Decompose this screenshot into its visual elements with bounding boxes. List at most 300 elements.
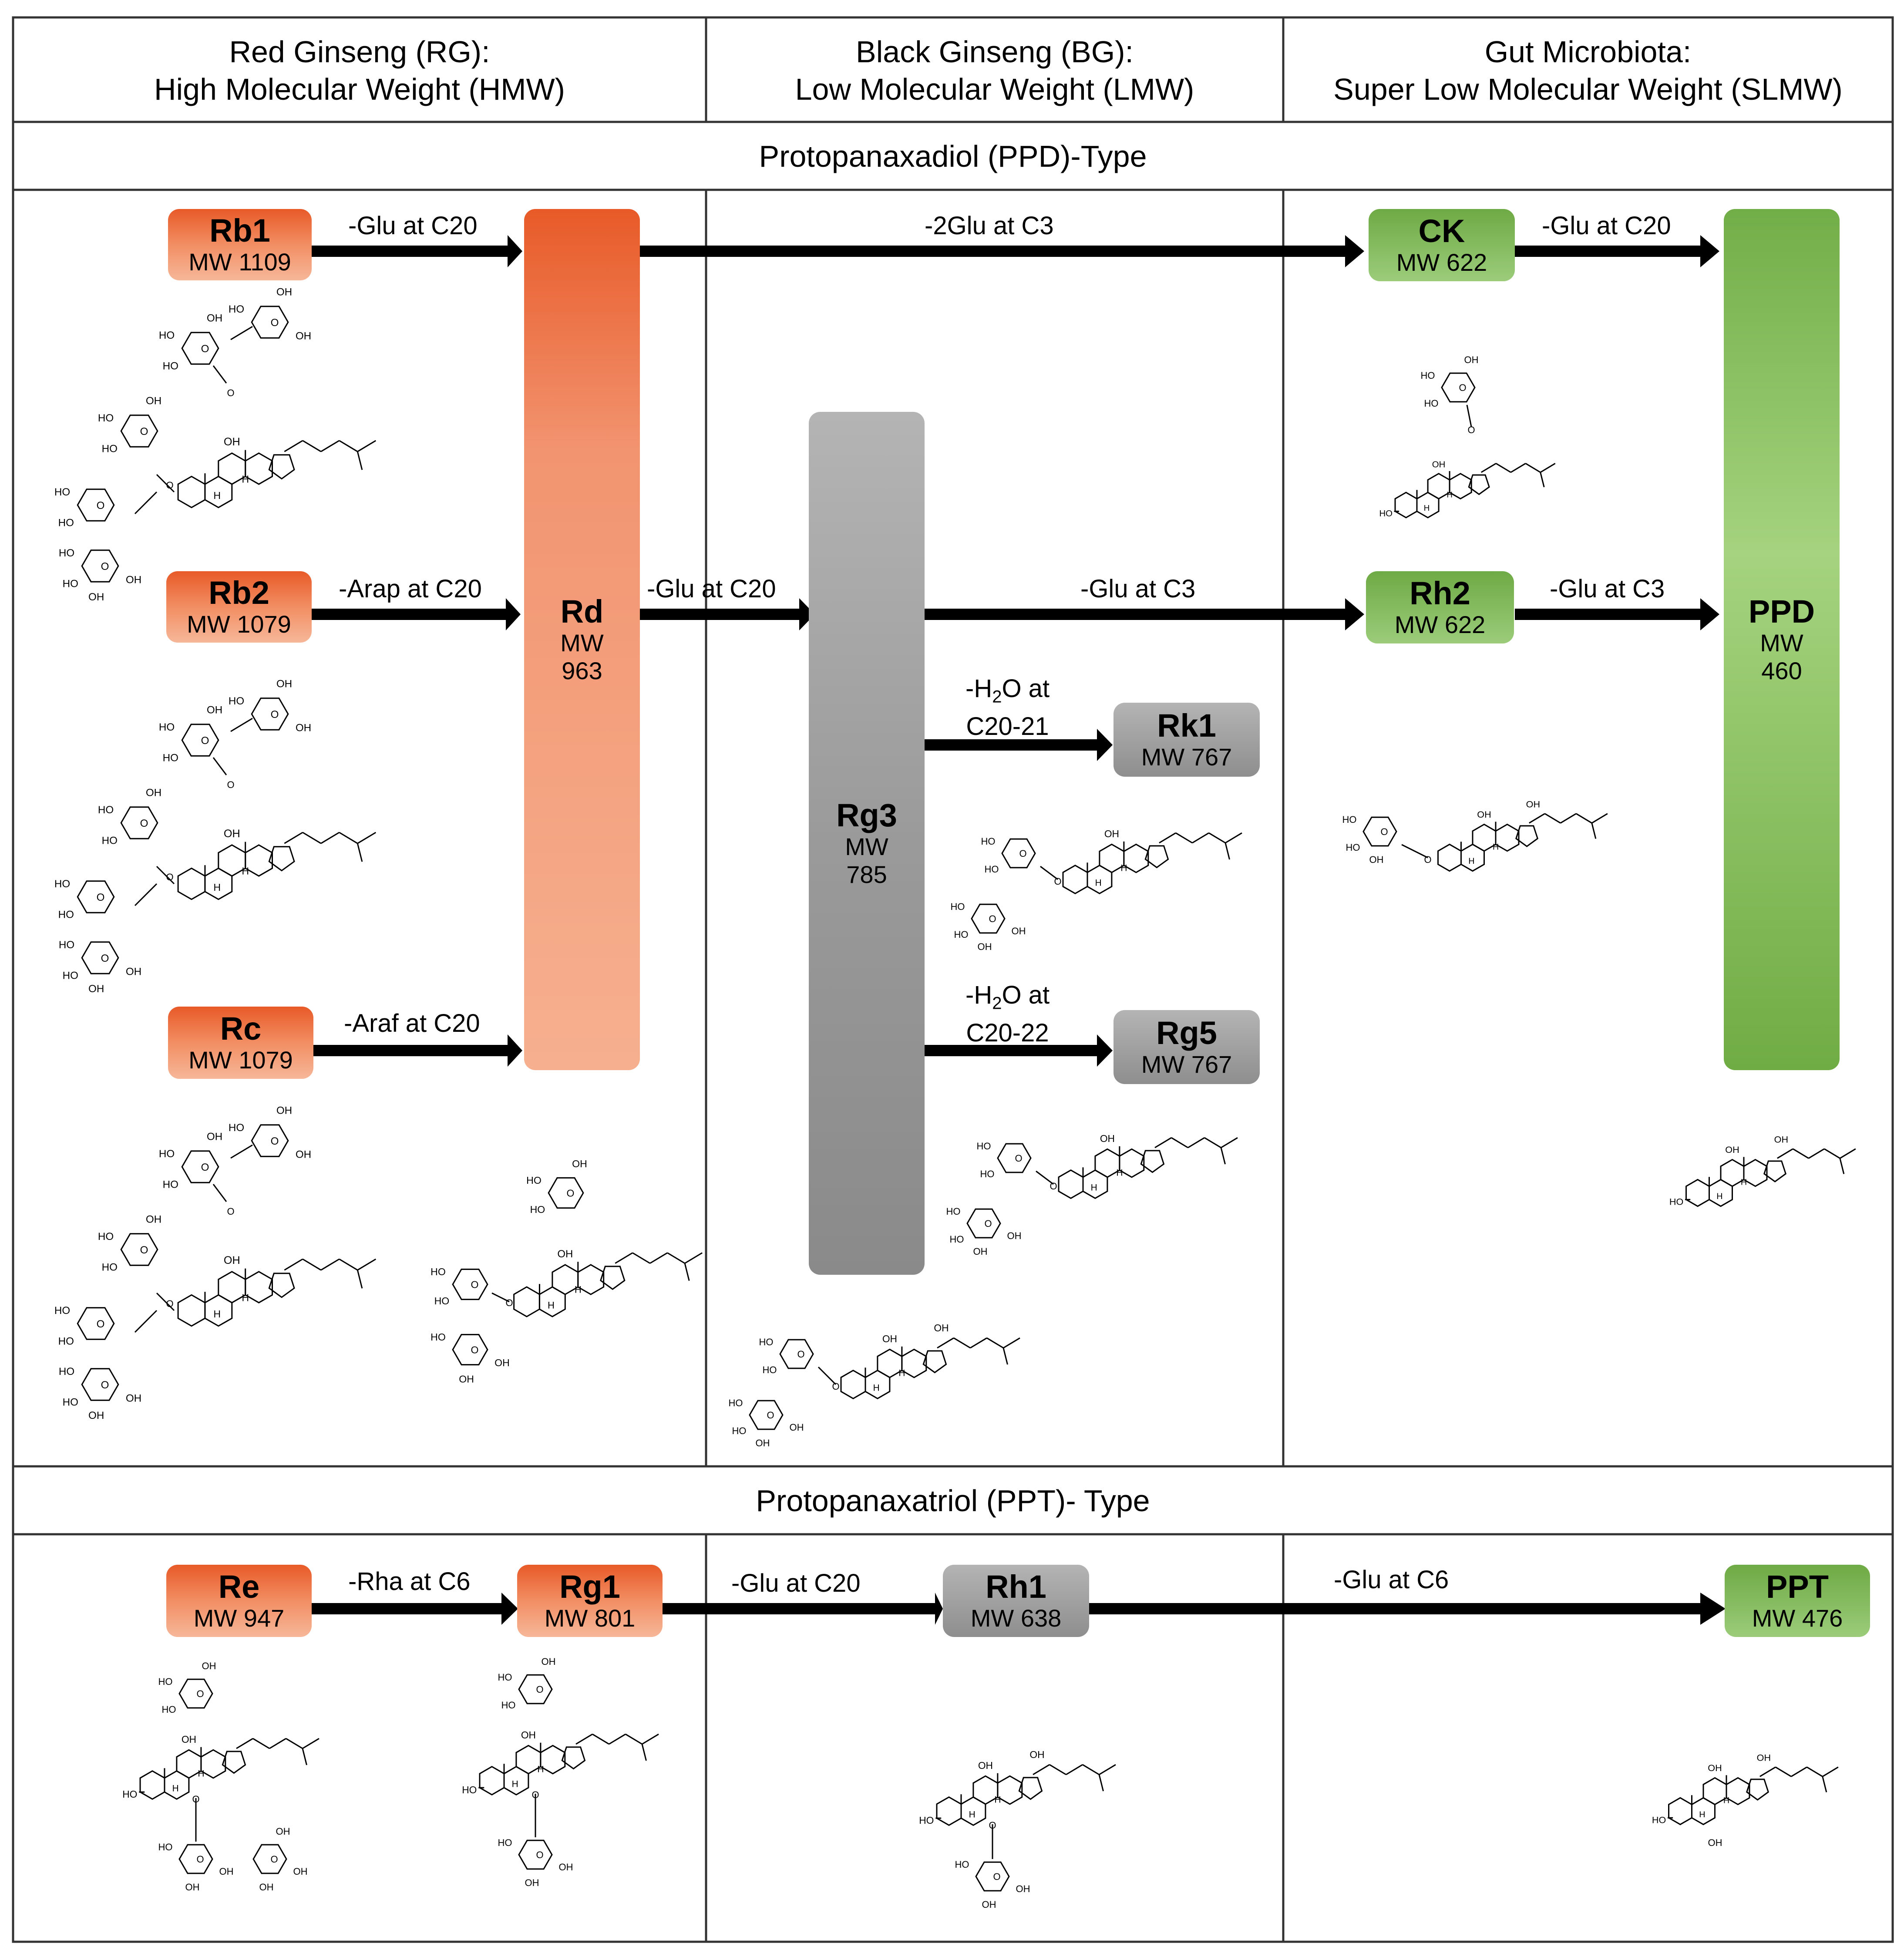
atom-label: H — [242, 1292, 249, 1304]
structure-re — [96, 1654, 357, 1924]
atom-label: OH — [125, 966, 142, 978]
column-header-line1: Gut Microbiota: — [1484, 35, 1692, 69]
reaction-label-rd-rg3: -Glu at C20 — [647, 575, 776, 603]
atom-label: OH — [1432, 460, 1446, 470]
bond — [357, 451, 362, 470]
atom-label: OH — [978, 1760, 993, 1772]
atom-label: HO — [501, 1700, 516, 1711]
compound-box-ppd — [1724, 209, 1840, 1070]
bond — [303, 1259, 321, 1270]
atom-label: O — [471, 1344, 479, 1356]
atom-label: HO — [62, 1396, 78, 1408]
compound-mw-value: 963 — [562, 657, 602, 684]
ring-bond — [178, 868, 205, 899]
reaction-label-part: O at — [1002, 674, 1050, 703]
compound-box-rc — [168, 1007, 313, 1079]
compound-box-rh2 — [1366, 571, 1514, 643]
ring-bond — [77, 881, 114, 913]
bond — [1776, 1767, 1791, 1777]
ring-bond — [967, 1209, 1000, 1238]
atom-label: OH — [557, 1248, 573, 1260]
bond — [269, 1738, 286, 1748]
ring-bond — [1124, 844, 1148, 872]
atom-label: HO — [228, 1122, 245, 1134]
atom-label: OH — [259, 1882, 274, 1893]
ring-bond — [1002, 839, 1035, 868]
atom-label: O — [984, 1218, 992, 1229]
atom-label: HO — [101, 1261, 118, 1273]
atom-label: OH — [1756, 1752, 1771, 1763]
atom-label: O — [96, 1318, 105, 1330]
bond — [1099, 1765, 1116, 1775]
atom-label: OH — [525, 1877, 539, 1888]
atom-label: O — [532, 1789, 539, 1800]
column-header-line2: Low Molecular Weight (LMW) — [795, 72, 1194, 106]
compound-box-rb1 — [168, 209, 312, 280]
atom-label: HO — [728, 1398, 743, 1408]
ring-bond — [937, 1797, 961, 1826]
ring-bond — [121, 807, 158, 839]
atom-label: O — [1019, 848, 1027, 859]
ring-bond — [578, 1265, 604, 1294]
compound-name: Rg1 — [559, 1569, 620, 1605]
reaction-label-rg1-rh1: -Glu at C20 — [731, 1569, 861, 1597]
ring-bond — [178, 1295, 205, 1326]
atom-label: H — [873, 1383, 880, 1393]
bond — [1840, 1149, 1856, 1159]
compound-mw: MW 638 — [970, 1604, 1062, 1632]
ring-bond — [1669, 1798, 1692, 1824]
atom-label: O — [1015, 1153, 1023, 1164]
ring-bond — [453, 1334, 488, 1364]
atom-label: O — [1050, 1181, 1057, 1192]
atom-label: O — [166, 1298, 174, 1309]
reaction-label-re-rg1: -Rha at C6 — [348, 1567, 471, 1596]
bond — [303, 441, 321, 451]
atom-label: OH — [206, 704, 223, 716]
structure-rk1 — [932, 784, 1288, 975]
bond — [339, 441, 357, 451]
atom-label: HO — [530, 1204, 545, 1216]
ring-bond — [179, 1679, 212, 1708]
ring-bond — [246, 845, 272, 876]
atom-label: OH — [1007, 1230, 1022, 1241]
atom-label: H — [969, 1809, 976, 1820]
atom-label: H — [1116, 1168, 1123, 1178]
reaction-label-ck-ppd: -Glu at C20 — [1542, 212, 1671, 240]
atom-label: OH — [276, 1105, 293, 1117]
atom-label: HO — [762, 1364, 777, 1375]
structure-rc — [26, 1105, 383, 1422]
ring-bond — [82, 550, 118, 582]
bond — [1209, 833, 1225, 843]
atom-label: OH — [1708, 1837, 1722, 1848]
atom-label: O — [989, 1820, 996, 1831]
bond — [339, 1259, 357, 1270]
atom-label: HO — [1424, 398, 1439, 409]
bond — [1033, 1765, 1050, 1775]
bond — [303, 832, 321, 843]
bond — [615, 1253, 632, 1263]
atom-label: OH — [882, 1333, 898, 1345]
reaction-label-rg3-rk1 — [965, 674, 1050, 741]
reaction-label-part: -H — [965, 981, 992, 1009]
bond — [626, 1734, 642, 1744]
bond — [213, 1184, 226, 1202]
reaction-label-line1 — [965, 674, 1050, 712]
bond — [1823, 1767, 1838, 1777]
atom-label: H — [242, 865, 249, 877]
ring-bond — [253, 1845, 286, 1873]
ring-bond — [1450, 474, 1471, 499]
arrow-re-rg1 — [312, 1593, 518, 1625]
bond — [1481, 463, 1496, 472]
atom-label: H — [1716, 1191, 1723, 1201]
bond — [284, 441, 303, 451]
column-header-line2: High Molecular Weight (HMW) — [154, 72, 565, 106]
atom-label: H — [1468, 856, 1475, 866]
atom-label: H — [537, 1764, 544, 1775]
bond — [1192, 833, 1209, 843]
bond — [632, 1253, 650, 1263]
atom-label: O — [96, 891, 105, 903]
structure-rb2 — [26, 678, 383, 995]
atom-label: OH — [1708, 1762, 1722, 1774]
ring-bond — [902, 1349, 926, 1378]
bond — [213, 366, 226, 383]
bond — [231, 327, 252, 340]
ring-bond — [519, 1840, 552, 1869]
atom-label: O — [140, 817, 148, 829]
ring-bond — [252, 1125, 288, 1156]
atom-label: OH — [1011, 926, 1026, 936]
atom-label: O — [1459, 382, 1467, 393]
atom-label: OH — [982, 1899, 996, 1910]
atom-label: OH — [295, 330, 312, 342]
compound-name: PPD — [1748, 593, 1815, 630]
bond — [135, 492, 157, 514]
bond — [1545, 814, 1561, 823]
atom-label: HO — [58, 1335, 74, 1347]
bond — [1561, 814, 1576, 823]
atom-label: O — [201, 343, 209, 355]
bond — [1541, 472, 1544, 487]
ring-bond — [480, 1767, 504, 1795]
bond — [1576, 814, 1592, 823]
atom-label: H — [898, 1368, 905, 1378]
compound-mw-label: MW — [560, 629, 604, 657]
atom-label: H — [1447, 490, 1453, 499]
atom-label: HO — [1379, 509, 1393, 519]
atom-label: OH — [185, 1882, 200, 1893]
bond — [231, 718, 252, 731]
atom-label: OH — [219, 1866, 234, 1877]
atom-label: O — [536, 1849, 544, 1860]
atom-label: HO — [101, 443, 118, 455]
ring-bond — [182, 333, 219, 364]
bond — [1467, 405, 1471, 427]
bond — [303, 1748, 307, 1765]
bond — [954, 1338, 970, 1348]
ring-bond — [519, 1675, 552, 1704]
atom-label: HO — [158, 1676, 173, 1687]
bond — [357, 1270, 362, 1288]
atom-label: OH — [181, 1734, 197, 1745]
atom-label: HO — [431, 1266, 446, 1277]
compound-name: CK — [1418, 213, 1465, 249]
atom-label: O — [1424, 854, 1432, 865]
atom-label: O — [140, 1244, 148, 1256]
atom-label: OH — [206, 1131, 223, 1143]
arrow-rh1-ppt — [1089, 1593, 1726, 1625]
ring-bond — [1438, 844, 1461, 871]
bond — [592, 1734, 609, 1744]
atom-label: HO — [955, 1859, 969, 1870]
atom-label: HO — [62, 578, 78, 590]
bond — [1777, 1149, 1793, 1159]
atom-label: HO — [62, 970, 78, 982]
compound-box-rg3 — [809, 412, 925, 1275]
bond — [1840, 1158, 1844, 1174]
atom-label: OH — [789, 1422, 804, 1433]
bond — [357, 1259, 376, 1270]
bond — [667, 1253, 685, 1263]
atom-label: HO — [462, 1784, 477, 1796]
atom-label: HO — [950, 901, 965, 912]
atom-label: HO — [54, 1305, 71, 1317]
compound-name: Re — [218, 1569, 260, 1605]
atom-label: HO — [162, 1179, 178, 1191]
atom-label: HO — [158, 330, 175, 341]
compound-box-rg1 — [517, 1565, 663, 1637]
atom-label: OH — [223, 1254, 240, 1266]
bond — [685, 1253, 702, 1263]
atom-label: O — [101, 560, 109, 573]
atom-label: O — [196, 1688, 204, 1699]
ring-bond — [1395, 492, 1417, 518]
atom-label: H — [172, 1783, 179, 1794]
ring-bond — [252, 698, 288, 730]
atom-label: HO — [58, 939, 75, 951]
reaction-label-rb1-rd: -Glu at C20 — [348, 212, 478, 240]
atom-label: OH — [125, 1392, 142, 1405]
atom-label: HO — [58, 909, 74, 921]
atom-label: HO — [498, 1837, 512, 1848]
bond — [1592, 823, 1596, 839]
ring-bond — [1063, 866, 1087, 894]
bond — [1003, 1338, 1020, 1348]
compound-mw: MW 1079 — [188, 1046, 293, 1074]
bond — [987, 1338, 1003, 1348]
atom-label: OH — [459, 1373, 474, 1385]
ring-bond — [780, 1340, 813, 1368]
bond — [357, 832, 376, 843]
bond — [321, 441, 339, 451]
atom-label: O — [270, 708, 279, 721]
atom-label: OH — [145, 395, 162, 407]
ring-bond — [121, 1234, 158, 1265]
atom-label: O — [196, 1854, 204, 1865]
atom-label: HO — [980, 1169, 995, 1179]
bond — [1225, 833, 1242, 843]
atom-label: OH — [276, 286, 293, 298]
atom-label: HO — [58, 547, 75, 559]
reaction-label-line2: C20-22 — [966, 1018, 1049, 1047]
atom-label: HO — [981, 836, 996, 847]
atom-label: OH — [541, 1656, 556, 1667]
ring-bond — [972, 904, 1005, 933]
ring-bond — [140, 1771, 165, 1799]
bond — [576, 1734, 592, 1744]
atom-label: OH — [276, 1826, 290, 1837]
reaction-label-subscript: 2 — [992, 994, 1002, 1013]
bond — [1188, 1138, 1204, 1148]
bond — [1807, 1767, 1823, 1777]
atom-label: HO — [732, 1425, 747, 1436]
bond — [1760, 1767, 1776, 1777]
ring-bond — [182, 1151, 219, 1182]
atom-label: HO — [431, 1331, 446, 1343]
atom-label: HO — [919, 1815, 934, 1826]
bond — [321, 832, 339, 843]
structure-rg5 — [927, 1088, 1288, 1280]
ring-bond — [750, 1401, 783, 1429]
atom-label: H — [574, 1284, 582, 1295]
bond — [1529, 814, 1545, 823]
structure-ck — [1354, 340, 1598, 531]
compound-name: Rg3 — [836, 797, 897, 833]
bond — [1204, 1138, 1221, 1148]
bond — [284, 1259, 303, 1270]
compound-mw-label: MW — [845, 833, 888, 860]
atom-label: O — [227, 387, 235, 398]
atom-label: HO — [98, 804, 114, 816]
atom-label: OH — [88, 1410, 104, 1422]
atom-label: OH — [521, 1729, 536, 1741]
atom-label: HO — [58, 1366, 75, 1378]
atom-label: OH — [1104, 828, 1120, 840]
atom-label: HO — [58, 517, 74, 529]
atom-label: HO — [1669, 1196, 1684, 1207]
atom-label: HO — [162, 752, 178, 764]
ring-bond — [178, 476, 205, 507]
atom-label: O — [101, 1379, 109, 1391]
compound-mw: MW 767 — [1141, 743, 1232, 771]
ring-bond — [201, 1750, 225, 1778]
atom-label: O — [832, 1381, 840, 1392]
atom-label: HO — [946, 1206, 961, 1217]
atom-label: HO — [54, 486, 71, 498]
atom-label: HO — [949, 1234, 964, 1245]
bond — [1791, 1767, 1807, 1777]
compound-box-ck — [1369, 209, 1515, 281]
atom-label: O — [566, 1187, 575, 1199]
arrow-rc-rd — [312, 1034, 522, 1067]
atom-label: HO — [976, 1141, 991, 1152]
atom-label: H — [1423, 503, 1430, 513]
compound-box-rg5 — [1113, 1010, 1260, 1084]
atom-label: O — [270, 1135, 279, 1147]
compound-name: Rb1 — [209, 212, 270, 249]
structure-rg3 — [710, 1276, 1066, 1458]
atom-label: OH — [977, 941, 992, 952]
atom-label: H — [1090, 1182, 1097, 1193]
atom-label: HO — [122, 1789, 138, 1800]
bond — [284, 832, 303, 843]
atom-label: O — [270, 317, 279, 329]
ring-bond — [1120, 1149, 1144, 1177]
compound-box-rk1 — [1113, 703, 1260, 777]
atom-label: O — [270, 1854, 278, 1865]
column-header-line1: Black Ginseng (BG): — [856, 35, 1134, 69]
bond — [303, 1738, 319, 1748]
ring-bond — [77, 489, 114, 521]
atom-label: OH — [1477, 809, 1491, 820]
bond — [642, 1734, 659, 1744]
compound-mw-value: 785 — [846, 861, 887, 888]
atom-label: H — [1723, 1795, 1730, 1805]
compound-box-rd — [524, 209, 640, 1070]
atom-label: OH — [206, 312, 223, 324]
bond — [213, 758, 226, 775]
atom-label: O — [797, 1349, 805, 1360]
bond — [231, 1145, 252, 1158]
bond — [1541, 463, 1555, 472]
ring-bond — [179, 1845, 212, 1873]
atom-label: OH — [223, 435, 240, 448]
bond — [1176, 833, 1192, 843]
bond — [1083, 1765, 1099, 1775]
atom-label: H — [213, 490, 221, 502]
reaction-label-rh1-ppt: -Glu at C6 — [1334, 1566, 1449, 1594]
atom-label: O — [166, 480, 174, 491]
ring-bond — [998, 1776, 1022, 1804]
bond — [1003, 1348, 1008, 1364]
ring-bond — [77, 1308, 114, 1339]
ring-bond — [182, 724, 219, 756]
atom-label: OH — [293, 1866, 308, 1877]
bond — [236, 1738, 253, 1748]
compound-name: Rc — [220, 1010, 262, 1047]
atom-label: O — [96, 499, 105, 512]
atom-label: OH — [1016, 1883, 1030, 1894]
atom-label: H — [1120, 863, 1127, 873]
reaction-label-subscript: 2 — [992, 687, 1002, 707]
atom-label: O — [101, 952, 109, 964]
ring-bond — [548, 1178, 583, 1208]
ring-bond — [1726, 1778, 1749, 1805]
atom-label: O — [993, 1871, 1001, 1882]
ring-bond — [976, 1862, 1009, 1891]
structure-rg1 — [435, 1650, 705, 1920]
atom-label: OH — [1100, 1133, 1115, 1145]
ring-bond — [453, 1269, 488, 1299]
compound-mw-label: MW — [1760, 629, 1803, 657]
ring-bond — [1363, 817, 1396, 846]
bond — [1221, 1148, 1225, 1164]
atom-label: HO — [98, 412, 114, 424]
atom-label: O — [471, 1279, 479, 1290]
atom-label: OH — [973, 1246, 988, 1257]
atom-label: OH — [125, 574, 142, 586]
compound-mw: MW 1079 — [187, 610, 291, 638]
bond — [1823, 1776, 1827, 1792]
compound-box-ppt — [1725, 1565, 1870, 1637]
ring-bond — [514, 1287, 540, 1317]
atom-label: HO — [434, 1295, 450, 1307]
bond — [1155, 1138, 1171, 1148]
bond — [253, 1738, 269, 1748]
